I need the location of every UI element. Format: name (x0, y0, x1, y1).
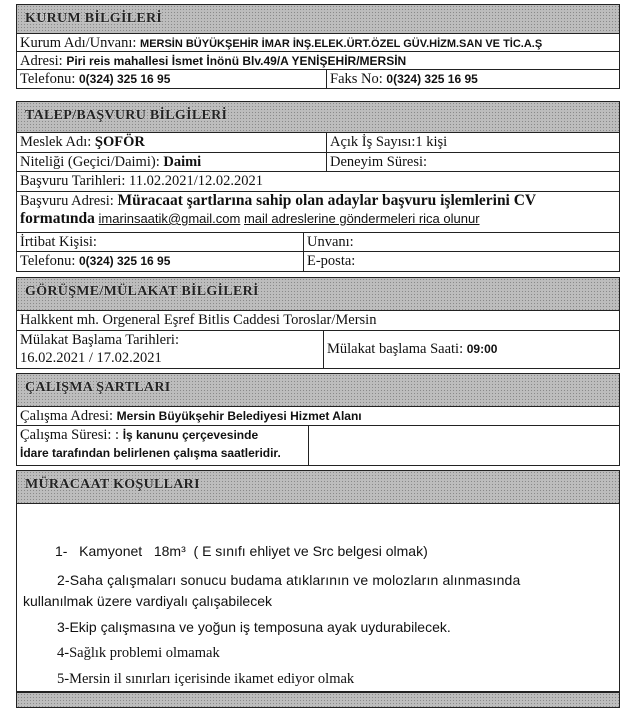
gorusme-saat-cell (323, 331, 621, 368)
talep-basvuru-adres-row (16, 192, 620, 233)
calisma-sure-cell (17, 426, 308, 465)
job-posting-form (16, 0, 620, 713)
talep-nitelik-value: Daimi (163, 154, 202, 170)
talep-meslek-label: Meslek Adı: (20, 134, 92, 150)
talep-basvuru-tarih: Başvuru Tarihleri: 11.02.2021/12.02.2021 (20, 173, 264, 189)
kurum-adres-label: Adresi: (20, 53, 63, 69)
condition-5: 5-Mersin il sınırları içerisinde ikamet ediyor olmak (57, 671, 355, 687)
talep-unvan-cell (303, 233, 621, 251)
condition-1-number: 1- (55, 543, 68, 559)
talep-basvuru-adres-label: Başvuru Adresi: (20, 193, 114, 209)
kurum-adres-row (16, 52, 620, 70)
kurum-ad-cell (17, 34, 621, 51)
gorusme-baslama-label: Mülakat Başlama Tarihleri: (20, 332, 179, 348)
talep-acik-is: Açık İş Sayısı:1 kişi (330, 134, 448, 150)
talep-telefon-label: Telefonu: (20, 253, 76, 269)
talep-email-rest: mail adreslerine göndermeleri rica olunur (243, 211, 480, 226)
talep-telefon-cell (17, 252, 303, 271)
condition-1 (55, 543, 428, 559)
condition-2-line2: kullanılmak üzere vardiyalı çalışabilecek (23, 593, 272, 609)
basvuru-adres-line1 (20, 192, 621, 210)
talep-basvuru-adres-cell (17, 192, 621, 232)
calisma-adres-label: Çalışma Adresi: (20, 408, 114, 424)
kurum-telefon-cell (17, 70, 326, 88)
calisma-sure-value2: İdare tarafından belirlenen çalışma saatleridir. (20, 446, 281, 460)
calisma-sure-label: Çalışma Süresi: : (20, 427, 120, 443)
gorusme-baslama-cell (17, 331, 323, 368)
talep-acik-is-cell (326, 133, 621, 152)
talep-deneyim-label: Deneyim Süresi: (330, 154, 428, 170)
talep-nitelik-label: Niteliği (Geçici/Daimi): (20, 154, 160, 170)
kurum-telefon-row (16, 70, 620, 89)
talep-basvuru-tarih-row (16, 172, 620, 192)
talep-irtibat-row (16, 233, 620, 252)
calisma-adres-value: Mersin Büyükşehir Belediyesi Hizmet Alanı (116, 409, 362, 423)
calisma-sure-empty-cell (308, 426, 621, 465)
talep-nitelik-cell (17, 153, 326, 171)
section-header-calisma: ÇALIŞMA ŞARTLARI (16, 373, 620, 407)
kurum-faks-cell (326, 70, 621, 88)
gorusme-adres: Halkkent mh. Orgeneral Eşref Bitlis Caddesi Toroslar/Mersin (20, 312, 377, 328)
talep-meslek-value: ŞOFÖR (94, 134, 145, 150)
gorusme-baslama-row (16, 331, 620, 369)
condition-3: 3-Ekip çalışmasına ve yoğun iş temposuna ayak uydurabilecek. (57, 619, 451, 635)
kurum-adres-value: Piri reis mahallesi İsmet İnönü Blv.49/A YENİŞEHİR/MERSİN (66, 54, 407, 68)
talep-meslek-row (16, 133, 620, 153)
talep-basvuru-adres-bold1: Müracaat şartlarına sahip olan adaylar başvuru işlemlerini CV (117, 192, 537, 209)
muracaat-conditions-box (16, 504, 620, 692)
gorusme-adres-row (16, 311, 620, 331)
talep-unvan-label: Unvanı: (307, 234, 354, 250)
basvuru-adres-line2 (20, 210, 621, 228)
kurum-ad-value: MERSİN BÜYÜKŞEHİR İMAR İNŞ.ELEK.ÜRT.ÖZEL GÜV.HİZM.SAN VE TİC.A.Ş (140, 38, 543, 50)
talep-telefon-row (16, 252, 620, 272)
gorusme-saat-label: Mülakat başlama Saati: (327, 341, 464, 357)
talep-deneyim-cell (326, 153, 621, 171)
kurum-telefon-label: Telefonu: (20, 71, 76, 87)
kurum-adres-cell (17, 52, 621, 69)
talep-irtibat-cell (17, 233, 303, 251)
condition-1-text-b: 18m³ (153, 543, 186, 559)
gorusme-saat-value: 09:00 (466, 342, 498, 356)
calisma-adres-cell (17, 407, 621, 425)
condition-4: 4-Sağlık problemi olmamak (57, 645, 220, 661)
kurum-faks-value: 0(324) 325 16 95 (386, 72, 478, 86)
talep-eposta-cell (303, 252, 621, 271)
calisma-adres-row (16, 407, 620, 426)
calisma-sure-row (16, 426, 620, 466)
section-header-kurum: KURUM BİLGİLERİ (16, 4, 620, 34)
kurum-ad-row (16, 34, 620, 52)
talep-email-link[interactable]: imarinsaatik@gmail.com (98, 211, 241, 226)
kurum-faks-label: Faks No: (330, 71, 383, 87)
condition-2-line1: 2-Saha çalışmaları sonucu budama atıklarının ve molozların alınmasında (57, 572, 521, 588)
condition-1-text-a: Kamyonet (79, 543, 143, 559)
talep-eposta-label: E-posta: (307, 253, 356, 269)
kurum-ad-label: Kurum Adı/Unvanı: (20, 35, 137, 51)
calisma-sure-value1: İş kanunu çerçevesinde (122, 428, 259, 442)
section-header-muracaat: MÜRACAAT KOŞULLARI (16, 470, 620, 504)
bottom-shaded-band (16, 692, 620, 708)
section-header-gorusme: GÖRÜŞME/MÜLAKAT BİLGİLERİ (16, 277, 620, 311)
talep-nitelik-row (16, 153, 620, 172)
section-header-talep: TALEP/BAŞVURU BİLGİLERİ (16, 101, 620, 133)
talep-irtibat-label: İrtibat Kişisi: (20, 234, 97, 250)
condition-1-text-c: ( E sınıfı ehliyet ve Src belgesi olmak) (193, 543, 428, 559)
talep-meslek-cell (17, 133, 326, 152)
kurum-telefon-value: 0(324) 325 16 95 (78, 72, 171, 86)
calisma-sure-line1 (20, 426, 308, 444)
talep-telefon-value: 0(324) 325 16 95 (78, 254, 171, 268)
talep-basvuru-adres-bold2: formatında (20, 210, 95, 227)
gorusme-baslama-value: 16.02.2021 / 17.02.2021 (20, 350, 162, 366)
